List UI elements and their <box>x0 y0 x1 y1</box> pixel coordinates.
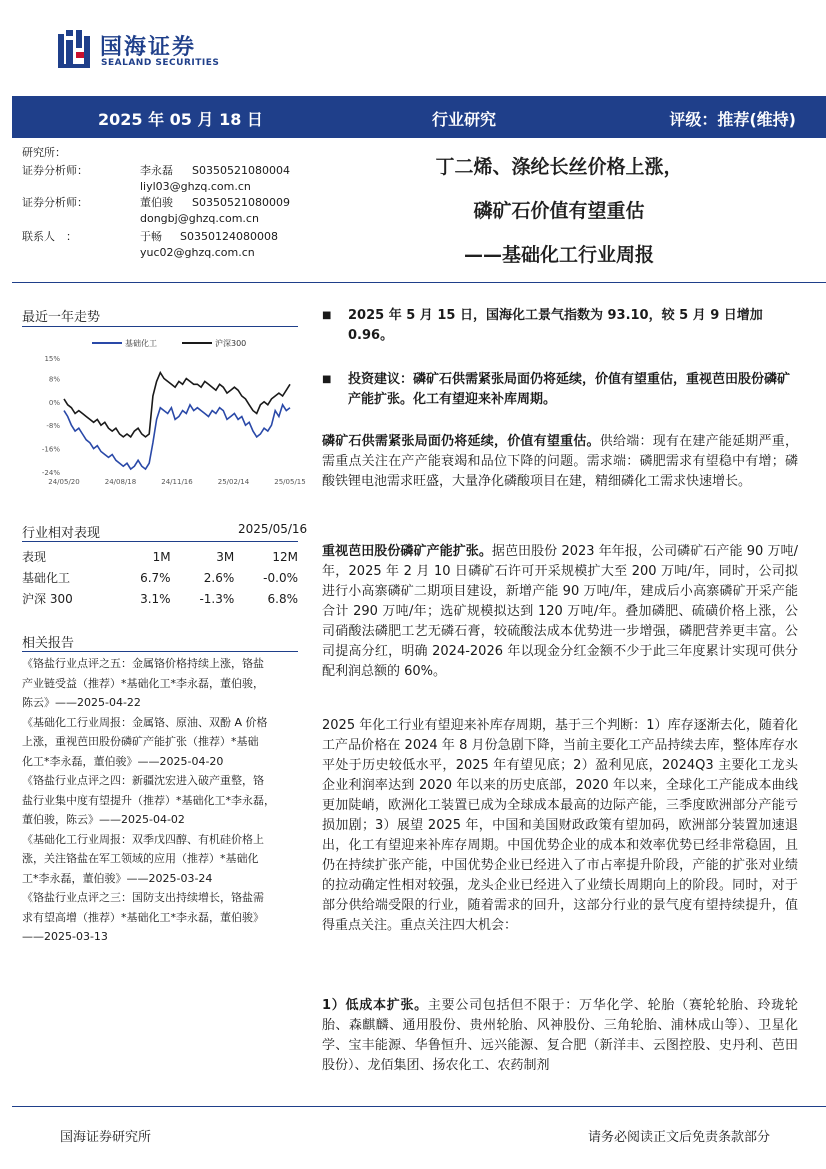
table-header-cell: 1M <box>152 549 171 564</box>
x-tick-label: 24/05/20 <box>48 478 80 486</box>
paragraph-batian-capacity <box>322 542 798 682</box>
table-header-row <box>22 546 298 567</box>
analyst-name: 李永磊 <box>140 164 173 177</box>
contact-role: 联系人 ： <box>22 230 77 243</box>
legend-label-series-1: 基础化工 <box>125 339 157 348</box>
report-type: 行业研究 <box>432 110 497 129</box>
header-divider <box>12 282 826 283</box>
legend-label-series-2: 沪深300 <box>215 339 247 348</box>
report-item-1[interactable]: 《铬盐行业点评之五：金属铬价格持续上涨，铬盐 产业链受益（推荐）*基础化工*李永磊，董伯骏， 陈云》——2025-04-22 <box>22 657 264 709</box>
analyst-id: S0350521080004 <box>192 164 290 177</box>
report-item-3[interactable]: 《铬盐行业点评之四：新疆沈宏进入破产重整，铬 盐行业集中度有望提升（推荐）*基础化工*李永磊， 董伯骏，陈云》——2025-04-02 <box>22 774 275 826</box>
table-header-cell: 表现 <box>22 550 47 564</box>
brand-name-en: SEALAND SECURITIES <box>101 58 220 68</box>
table-cell: -0.0% <box>263 570 298 585</box>
y-tick-label: -8% <box>46 422 60 431</box>
bullet-index-summary: 2025 年 5 月 15 日，国海化工景气指数为 93.10，较 5 月 9 日增加 0.96。 <box>348 308 763 343</box>
paragraph-restocking-cycle <box>322 716 798 936</box>
footer-disclaimer: 请务必阅读正文后免责条款部分 <box>587 1130 770 1145</box>
x-tick-label: 25/02/14 <box>217 478 250 486</box>
perf-date: 2025/05/16 <box>238 522 308 536</box>
table-cell: 6.7% <box>140 570 171 585</box>
y-tick-label: -16% <box>41 445 60 454</box>
header-bar <box>12 96 826 138</box>
chart-heading: 最近一年走势 <box>22 310 101 325</box>
chart-heading-rule <box>22 326 298 327</box>
related-reports-list <box>22 654 298 947</box>
y-tick-label: 8% <box>48 375 60 384</box>
perf-heading-rule <box>22 541 298 542</box>
report-subtitle: ——基础化工行业周报 <box>463 244 654 266</box>
paragraph-lead: 1）低成本扩张。 <box>322 998 428 1013</box>
bullet-square-icon: ■ <box>322 374 332 385</box>
sealand-logo-icon <box>58 30 92 70</box>
table-row <box>22 567 298 588</box>
contact-id: S0350124080008 <box>180 230 278 243</box>
report-date: 2025 年 05 月 18 日 <box>98 110 263 129</box>
report-rating: 评级：推荐(维持) <box>669 110 796 129</box>
report-title-line2: 磷矿石价值有望重估 <box>473 200 645 222</box>
report-item-4[interactable]: 《基础化工行业周报：双季戊四醇、有机硅价格上 涨，关注铬盐在军工领域的应用（推荐）*基础化 工*李永磊，董伯骏》——2025-03-24 <box>22 832 264 885</box>
performance-table <box>22 546 298 609</box>
dept-label: 研究所： <box>22 146 66 159</box>
paragraph-low-cost-expansion <box>322 996 798 1076</box>
paragraph-body: 2025 年化工行业有望迎来补库存周期，基于三个判断：1）库存逐渐去化，随着化工产品价格在 2024 年 8 月份急剧下降，当前主要化工产品持续去库，整体库存水平处于历史较低水平，2025 年有望见底；2）盈利见底，2024Q3 主要化工龙头企业利润率达到 2020 年以来的历史底部，2020 年以来，全球化工产能成本曲线更加陡峭，欧洲化工装置已成为全球成本最高的边际产能，三季度欧洲部分产能亏损加剧；3）展望 2025 年，中国和美国财政政策有望加码，欧洲部分装置加速退出，化工有望迎来补库存周期。中国优势企业的成本和效率优势已经非常稳固，且仍在持续扩张产能，中国优势企业已经进入了市占率提升阶段，产能的扩张对业绩的拉动确定性相对较强，龙头企业已经进入了业绩长周期向上的阶段。同时，对于部分供给端受限的行业，随着需求的回升，这部分行业的景气度有望持续提升，值得重点关注。重点关注四大机会： <box>322 718 798 933</box>
analyst-role: 证券分析师： <box>22 164 88 177</box>
paragraph-lead: 磷矿石供需紧张局面仍将延续，价值有望重估。 <box>322 434 600 449</box>
table-cell: 基础化工 <box>22 571 71 585</box>
paragraph-lead: 重视芭田股份磷矿产能扩张。 <box>322 544 492 559</box>
x-tick-label: 25/05/15 <box>274 478 306 486</box>
perf-heading: 行业相对表现 <box>22 526 101 541</box>
table-header-cell: 3M <box>216 549 235 564</box>
contact-email[interactable]: yuc02@ghzq.com.cn <box>140 246 255 259</box>
series-line-csi300 <box>64 373 290 437</box>
analyst-name: 董伯骏 <box>140 196 173 209</box>
report-item-2[interactable]: 《基础化工行业周报：金属铬、原油、双酚 A 价格 上涨，重视芭田股份磷矿产能扩张（推荐）*基础 化工*李永磊，董伯骏》——2025-04-20 <box>22 715 268 768</box>
table-cell: -1.3% <box>199 591 235 606</box>
report-title-line1: 丁二烯、涤纶长丝价格上涨， <box>435 156 683 178</box>
analyst-role: 证券分析师： <box>22 196 88 209</box>
series-line-basic-chem <box>64 405 290 469</box>
brand-name-cn: 国海证券 <box>100 35 197 60</box>
table-cell: 2.6% <box>203 570 235 585</box>
paragraph-phosphate-supply <box>322 432 798 492</box>
x-tick-label: 24/11/16 <box>161 478 193 486</box>
table-cell: 沪深 300 <box>22 592 73 606</box>
trend-chart <box>22 330 306 490</box>
report-item-5[interactable]: 《铬盐行业点评之三：国防支出持续增长，铬盐需 求有望高增（推荐）*基础化工*李永磊，董伯骏》 ——2025-03-13 <box>22 891 264 943</box>
table-header-cell: 12M <box>272 549 298 564</box>
paragraph-body: 主要公司包括但不限于：万华化学、轮胎（赛轮轮胎、玲珑轮胎、森麒麟、通用股份、贵州轮胎、风神股份、三角轮胎、浦林成山等）、卫星化学、宝丰能源、华鲁恒升、远兴能源、复合肥（新洋丰、云图控股、史丹利、芭田股份）、龙佰集团、扬农化工、农药制剂 <box>322 998 798 1073</box>
reports-heading-rule <box>22 651 298 652</box>
bullet-investment-advice: 投资建议：磷矿石供需紧张局面仍将延续，价值有望重估，重视芭田股份磷矿产能扩张。化工有望迎来补库周期。 <box>348 372 791 407</box>
y-tick-label: -24% <box>41 469 60 477</box>
paragraph-body: 据芭田股份 2023 年年报，公司磷矿石产能 90 万吨/年，2025 年 2 月 10 日磷矿石许可开采规模扩大至 200 万吨/年，同时，公司拟进行小高寨磷矿二期项目建设，新增产能 90 万吨/年，建成后小高寨磷矿开采产能合计 290 万吨/年；选矿规模拟达到 120 万吨/年。叠加磷肥、硫磺价格上涨，公司硝酸法磷肥工艺无磷石膏，较硫酸法成本优势进一步增强，磷肥营养更丰富。公司提高分红，明确 2024-2026 年以现金分红金额不少于此三年度累计实现可供分配利润总额的 60%。 <box>322 544 798 679</box>
analyst-id: S0350521080009 <box>192 196 290 209</box>
contact-name: 于畅 <box>140 230 162 243</box>
footer-source: 国海证券研究所 <box>60 1130 152 1145</box>
table-cell: 6.8% <box>267 591 298 606</box>
footer-divider <box>12 1106 826 1107</box>
paragraph-body: 供给端：现有在建产能延期严重，需重点关注在产产能衰竭和品位下降的问题。需求端：磷肥需求有望稳中有增；磷酸铁锂电池需求旺盛，大量净化磷酸项目在建，精细磷化工需求快速增长。 <box>322 434 798 489</box>
x-tick-label: 24/08/18 <box>104 478 137 486</box>
reports-heading: 相关报告 <box>22 636 75 651</box>
table-cell: 3.1% <box>140 591 171 606</box>
bullet-square-icon: ■ <box>322 310 332 321</box>
analyst-email[interactable]: dongbj@ghzq.com.cn <box>140 212 259 225</box>
analyst-email[interactable]: liyl03@ghzq.com.cn <box>140 180 251 193</box>
table-row <box>22 588 298 609</box>
y-tick-label: 15% <box>44 355 60 363</box>
y-tick-label: 0% <box>48 398 60 407</box>
